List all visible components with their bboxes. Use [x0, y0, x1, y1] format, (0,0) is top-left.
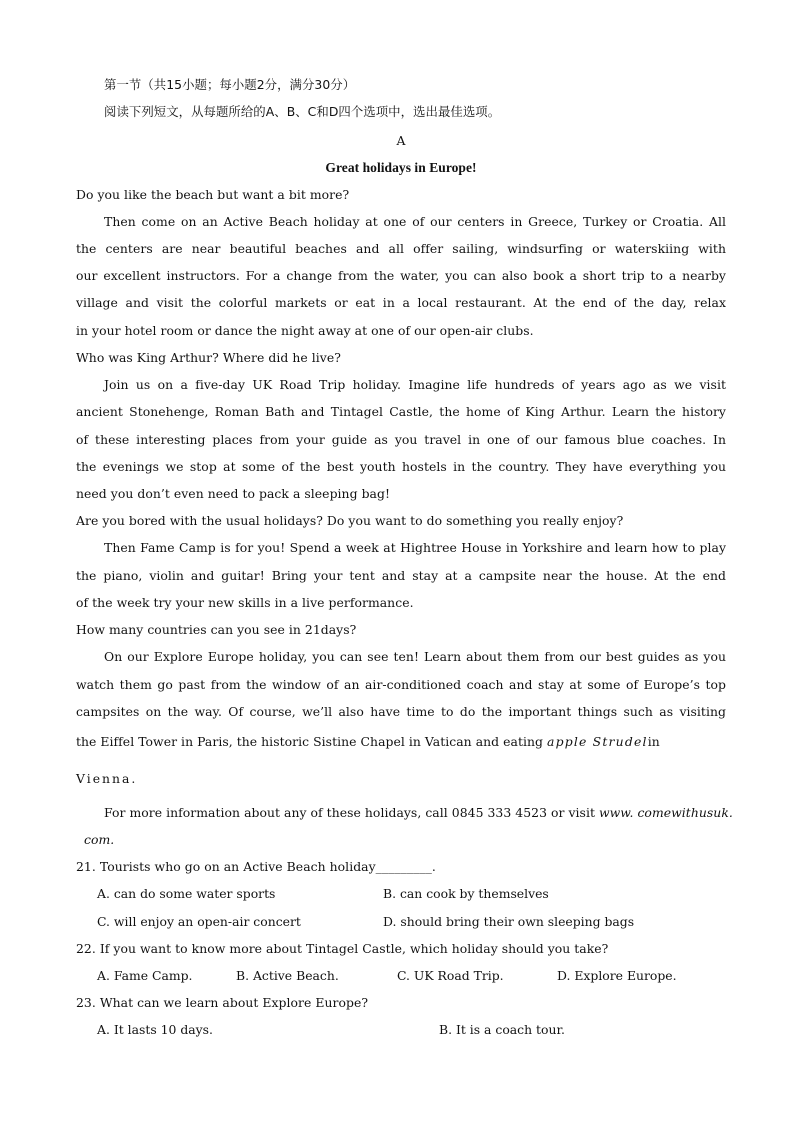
info-text: For more information about any of these holidays, call 0845 333 4523 or visit [104, 805, 599, 820]
website-link[interactable]: www. comewithusuk. [598, 805, 733, 820]
paragraph-line: of the week try your new skills in a live performance. [76, 595, 414, 610]
option-b[interactable]: B. can cook by themselves [383, 886, 549, 901]
paragraph-line: the centers are near beautiful beaches and all offer sailing, windsurfing or waterskiing with [76, 241, 726, 256]
website-link-tail[interactable]: com. [84, 832, 115, 847]
paragraph-line: Then come on an Active Beach holiday at one of our centers in Greece, Turkey or Croatia. All [104, 214, 726, 229]
paragraph-line: need you don’t even need to pack a sleeping bag! [76, 486, 390, 501]
paragraph-line-last [76, 734, 726, 750]
paragraph-vienna: Vienna. [76, 771, 138, 786]
option-a[interactable]: A. Fame Camp. [97, 968, 193, 983]
section-question-beach: Do you like the beach but want a bit more? [76, 187, 350, 202]
paragraph-line: the evenings we stop at some of the best youth hostels in the country. They have everything you [76, 459, 726, 474]
section-question-arthur: Who was King Arthur? Where did he live? [76, 350, 341, 365]
paragraph-line: Then Fame Camp is for you! Spend a week at Hightree House in Yorkshire and learn how to play [104, 540, 726, 555]
passage-letter: A [396, 133, 406, 148]
paragraph-line: of these interesting places from your guide as you travel in one of our famous blue coaches. In [76, 432, 726, 447]
paragraph-line: On our Explore Europe holiday, you can see ten! Learn about them from our best guides as you [104, 649, 726, 664]
instructions: 阅读下列短文，从每题所给的A、B、C和D四个选项中，选出最佳选项。 [104, 104, 501, 119]
section-question-bored: Are you bored with the usual holidays? Do you want to do something you really enjoy? [76, 513, 624, 528]
section-header: 第一节（共15小题；每小题2分，满分30分） [104, 77, 356, 92]
paragraph-line: the piano, violin and guitar! Bring your tent and stay at a campsite near the house. At the end [76, 568, 726, 583]
paragraph-line: our excellent instructors. For a change from the water, you can also book a short trip to a nearby [76, 268, 726, 283]
paragraph-line: village and visit the colorful markets or eat in a local restaurant. At the end of the day, relax [76, 295, 726, 310]
option-a[interactable]: A. can do some water sports [97, 886, 276, 901]
text-italic-strudel: apple Strudel [547, 734, 648, 749]
info-line [104, 805, 733, 821]
paragraph-line: ancient Stonehenge, Roman Bath and Tintagel Castle, the home of King Arthur. Learn the history [76, 404, 726, 419]
option-a[interactable]: A. It lasts 10 days. [97, 1022, 213, 1037]
question-stem: 21. Tourists who go on an Active Beach holiday_________. [76, 859, 436, 874]
paragraph-line: Join us on a five-day UK Road Trip holiday. Imagine life hundreds of years ago as we visit [104, 377, 726, 392]
option-d[interactable]: D. Explore Europe. [557, 968, 677, 983]
passage-title: Great holidays in Europe! [325, 160, 477, 175]
question-stem: 22. If you want to know more about Tintagel Castle, which holiday should you take? [76, 941, 609, 956]
paragraph-line: campsites on the way. Of course, we’ll also have time to do the important things such as visiting [76, 704, 726, 719]
text-plain: the Eiffel Tower in Paris, the historic Sistine Chapel in Vatican and eating [76, 734, 547, 749]
paragraph-line: in your hotel room or dance the night away at one of our open-air clubs. [76, 323, 534, 338]
section-question-countries: How many countries can you see in 21days? [76, 622, 357, 637]
question-stem: 23. What can we learn about Explore Europe? [76, 995, 369, 1010]
text-tail: in [647, 734, 660, 749]
paragraph-line: watch them go past from the window of an air-conditioned coach and stay at some of Europe’s top [76, 677, 726, 692]
option-b[interactable]: B. It is a coach tour. [439, 1022, 565, 1037]
option-c[interactable]: C. will enjoy an open-air concert [97, 914, 301, 929]
option-c[interactable]: C. UK Road Trip. [397, 968, 504, 983]
option-d[interactable]: D. should bring their own sleeping bags [383, 914, 635, 929]
option-b[interactable]: B. Active Beach. [236, 968, 339, 983]
